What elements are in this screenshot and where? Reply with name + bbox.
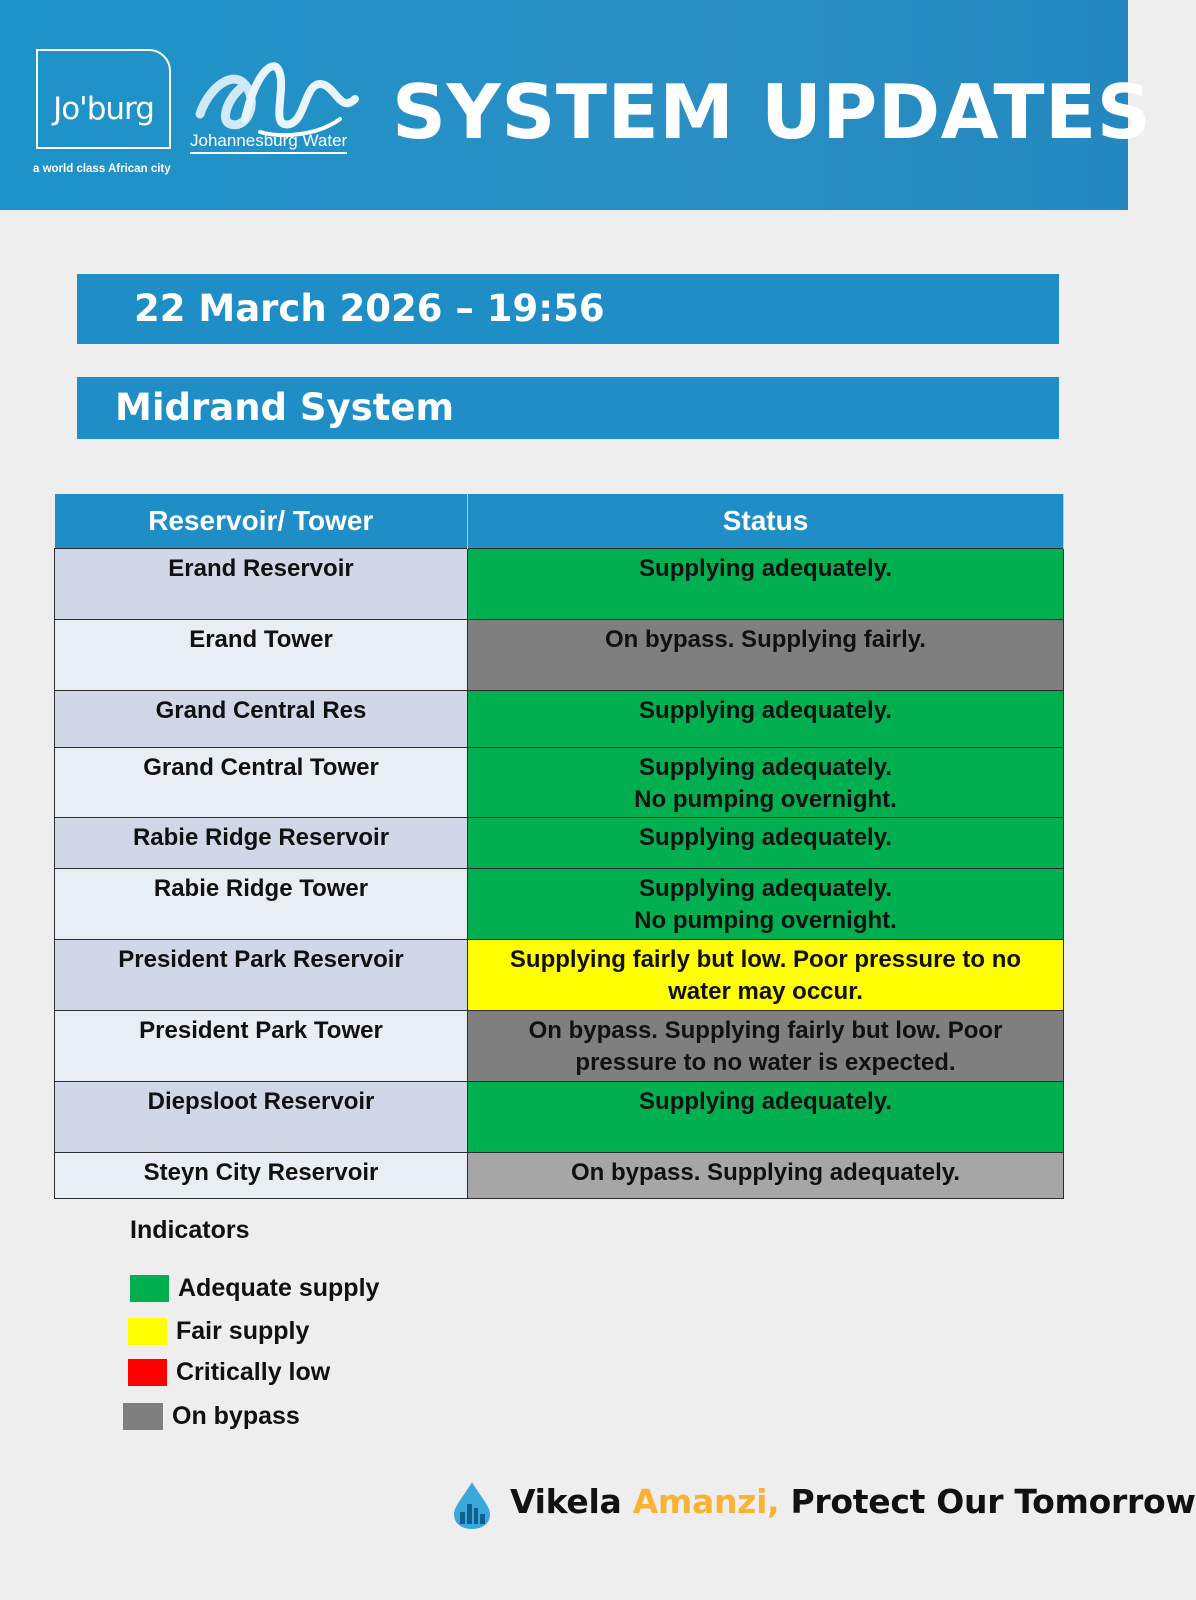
status-cell [468,691,1064,748]
status-text: Supplying fairly but low. Poor pressure to no [509,946,1022,973]
reservoir-name: Diepsloot Reservoir [55,1082,468,1153]
indicator-label: Critically low [176,1358,331,1386]
reservoir-name: Steyn City Reservoir [55,1153,468,1199]
reservoir-name: Rabie Ridge Reservoir [55,818,468,869]
date-banner: 22 March 2026 – 19:56 [77,274,1059,344]
status-cell [468,620,1064,691]
status-text: On bypass. Supplying fairly. [605,626,926,653]
footer-slogan [450,1476,1196,1546]
table-row [55,748,1064,818]
indicator-bypass [123,1402,300,1431]
status-text: Supplying adequately. [639,555,892,582]
adequate-swatch [130,1275,169,1302]
status-cell [468,748,1064,818]
indicator-adequate [130,1274,379,1303]
reservoir-name: Erand Tower [55,620,468,691]
water-drop-city-icon [450,1480,494,1530]
status-text: Supplying adequately. [639,824,892,851]
system-banner: Midrand System [77,377,1059,439]
joburg-logo [36,49,171,149]
johannesburg-water-name: Johannesburg Water [190,131,347,154]
indicator-label: Fair supply [176,1317,310,1345]
bypass-swatch [123,1403,163,1430]
status-cell [468,818,1064,869]
status-cell [468,1011,1064,1082]
table-row [55,549,1064,620]
page-title: SYSTEM UPDATES [392,68,1152,156]
status-text: pressure to no water is expected. [575,1049,956,1076]
slogan-part-1: Vikela [510,1482,633,1521]
indicator-critical [128,1358,330,1387]
status-text: No pumping overnight. [634,786,897,813]
table-header-row [55,494,1064,549]
status-table [54,494,1064,1199]
table-row [55,620,1064,691]
slogan-text [510,1482,1196,1521]
status-text: Supplying adequately. [639,1088,892,1115]
joburg-tagline: a world class African city [33,163,171,175]
critical-swatch [128,1359,167,1386]
reservoir-name: President Park Reservoir [55,940,468,1011]
status-text: On bypass. Supplying fairly but low. Poor [528,1017,1003,1044]
joburg-logo-text: Jo'burg [53,91,154,127]
slogan-part-2: Protect Our Tomorrow [779,1482,1196,1521]
reservoir-name: Rabie Ridge Tower [55,869,468,940]
status-text: No pumping overnight. [634,907,897,934]
table-row [55,1082,1064,1153]
header-banner [0,0,1152,210]
column-header-reservoir: Reservoir/ Tower [55,494,468,549]
status-cell [468,1082,1064,1153]
table-row [55,940,1064,1011]
status-text: water may occur. [668,978,863,1005]
indicator-fair [128,1317,309,1346]
reservoir-name: President Park Tower [55,1011,468,1082]
reservoir-name: Grand Central Res [55,691,468,748]
status-cell [468,549,1064,620]
status-text: Supplying adequately. [639,697,892,724]
table-row [55,1011,1064,1082]
status-text: On bypass. Supplying adequately. [571,1159,960,1186]
status-text: Supplying adequately. [639,875,892,902]
table-row [55,691,1064,748]
table-row [55,818,1064,869]
status-cell [468,940,1064,1011]
table-row [55,1153,1064,1199]
status-cell [468,869,1064,940]
status-text: Supplying adequately. [639,754,892,781]
column-header-status: Status [468,494,1064,549]
indicator-label: Adequate supply [178,1274,380,1302]
table-row [55,869,1064,940]
fair-swatch [128,1318,167,1345]
reservoir-name: Grand Central Tower [55,748,468,818]
indicators-title: Indicators [130,1216,250,1244]
status-cell [468,1153,1064,1199]
reservoir-name: Erand Reservoir [55,549,468,620]
indicator-label: On bypass [172,1402,300,1430]
slogan-accent: Amanzi, [632,1482,780,1521]
